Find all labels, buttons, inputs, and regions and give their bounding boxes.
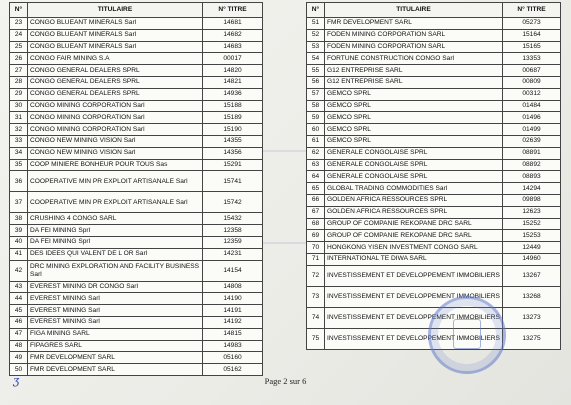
- title-number: 00687: [503, 65, 561, 77]
- table-row: [10, 159, 263, 171]
- row-number: 65: [307, 183, 325, 195]
- holder-name: CONGO NEW MINING VISION Sarl: [28, 135, 203, 147]
- title-number: 13267: [503, 265, 561, 286]
- table-row: [10, 213, 263, 225]
- table-row: [307, 65, 561, 77]
- row-number: 70: [307, 242, 325, 254]
- holder-name: FMR DEVELOPMENT SARL: [28, 364, 203, 376]
- row-number: 69: [307, 230, 325, 242]
- row-number: 24: [10, 29, 28, 41]
- header-num: N°: [10, 3, 28, 18]
- holder-name: CONGO MINING CORPORATION Sarl: [28, 100, 203, 112]
- table-row: [10, 281, 263, 293]
- title-number: 14808: [203, 281, 263, 293]
- title-number: 00312: [503, 88, 561, 100]
- holder-name: CONGO MINING CORPORATION Sarl: [28, 124, 203, 136]
- table-row: [10, 192, 263, 213]
- table-row: [307, 206, 561, 218]
- title-number: 12623: [503, 206, 561, 218]
- holder-name: GOLDEN AFRICA RESSOURCES SPRL: [325, 206, 503, 218]
- holder-name: GROUP OF COMPANIE REKOPANE DRC SARL: [325, 230, 503, 242]
- row-number: 64: [307, 171, 325, 183]
- official-stamp: [428, 296, 506, 374]
- row-number: 51: [307, 18, 325, 30]
- table-row: [10, 293, 263, 305]
- holder-name: CONGO BLUEANT MINERALS Sarl: [28, 18, 203, 30]
- holder-name: CONGO NEW MINING VISION Sarl: [28, 147, 203, 159]
- title-number: 00017: [203, 53, 263, 65]
- holder-name: CONGO GENERAL DEALERS SPRL: [28, 88, 203, 100]
- table-row: [307, 18, 561, 30]
- title-number: 14983: [203, 340, 263, 352]
- title-number: 08893: [503, 171, 561, 183]
- title-number: 14191: [203, 305, 263, 317]
- right-table-body: [307, 18, 561, 350]
- holder-name: INVESTISSEMENT ET DEVELOPPEMENT IMMOBILIERS: [325, 265, 503, 286]
- row-number: 39: [10, 225, 28, 237]
- row-number: 31: [10, 112, 28, 124]
- table-row: [10, 236, 263, 248]
- table-row: [10, 225, 263, 237]
- title-number: 15165: [503, 41, 561, 53]
- row-number: 37: [10, 192, 28, 213]
- header-holder: TITULAIRE: [28, 3, 203, 18]
- row-number: 28: [10, 76, 28, 88]
- title-number: 15189: [203, 112, 263, 124]
- title-number: 14231: [203, 248, 263, 260]
- title-number: 15253: [503, 230, 561, 242]
- header-num: N°: [307, 3, 325, 18]
- table-row: [10, 18, 263, 30]
- holder-name: GOLDEN AFRICA RESSOURCES SPRL: [325, 194, 503, 206]
- table-row: [10, 352, 263, 364]
- table-row: [10, 328, 263, 340]
- table-row: [307, 230, 561, 242]
- row-number: 29: [10, 88, 28, 100]
- holder-name: FORTUNE CONSTRUCTION CONGO Sarl: [325, 53, 503, 65]
- holder-name: FODEN MINING CORPORATION SARL: [325, 29, 503, 41]
- row-number: 26: [10, 53, 28, 65]
- table-row: [10, 305, 263, 317]
- row-number: 34: [10, 147, 28, 159]
- title-number: 01496: [503, 112, 561, 124]
- row-number: 48: [10, 340, 28, 352]
- row-number: 55: [307, 65, 325, 77]
- row-number: 57: [307, 88, 325, 100]
- row-number: 50: [10, 364, 28, 376]
- table-header-row: [307, 3, 561, 18]
- table-row: [307, 147, 561, 159]
- table-header-row: [10, 3, 263, 18]
- holder-name: COOPERATIVE MIN PR EXPLOIT ARTISANALE Sarl: [28, 171, 203, 192]
- table-row: [307, 53, 561, 65]
- holder-name: CONGO FAIR MINING S.A: [28, 53, 203, 65]
- row-number: 59: [307, 112, 325, 124]
- holder-name: CONGO BLUEANT MINERALS Sarl: [28, 29, 203, 41]
- title-number: 12358: [203, 225, 263, 237]
- title-number: 14821: [203, 76, 263, 88]
- title-number: 15164: [503, 29, 561, 41]
- title-number: 14936: [203, 88, 263, 100]
- table-row: [307, 242, 561, 254]
- row-number: 30: [10, 100, 28, 112]
- title-number: 14682: [203, 29, 263, 41]
- title-number: 15252: [503, 218, 561, 230]
- row-number: 67: [307, 206, 325, 218]
- title-number: 14820: [203, 65, 263, 77]
- holder-name: CONGO BLUEANT MINERALS Sarl: [28, 41, 203, 53]
- holder-name: EVEREST MINING DR CONGO Sarl: [28, 281, 203, 293]
- table-row: [10, 340, 263, 352]
- holder-name: FMR DEVELOPMENT SARL: [325, 18, 503, 30]
- table-row: [307, 159, 561, 171]
- title-number: 14356: [203, 147, 263, 159]
- holder-name: EVEREST MINING Sarl: [28, 305, 203, 317]
- table-row: [307, 100, 561, 112]
- table-row: [307, 286, 561, 307]
- row-number: 33: [10, 135, 28, 147]
- holder-name: GEMCO SPRL: [325, 112, 503, 124]
- row-number: 32: [10, 124, 28, 136]
- holder-name: DRC MINING EXPLORATION AND FACILITY BUSINESS Sarl: [28, 260, 203, 281]
- title-number: 14681: [203, 18, 263, 30]
- row-number: 25: [10, 41, 28, 53]
- table-row: [10, 316, 263, 328]
- holder-name: COOP MINIERE BONHEUR POUR TOUS Sas: [28, 159, 203, 171]
- table-row: [10, 124, 263, 136]
- title-number: 14815: [203, 328, 263, 340]
- left-register-table: [9, 2, 263, 376]
- row-number: 66: [307, 194, 325, 206]
- row-number: 63: [307, 159, 325, 171]
- table-row: [10, 260, 263, 281]
- title-number: 14355: [203, 135, 263, 147]
- row-number: 71: [307, 253, 325, 265]
- holder-name: EVEREST MINING Sarl: [28, 293, 203, 305]
- holder-name: G12 ENTREPRISE SARL: [325, 76, 503, 88]
- title-number: 13353: [503, 53, 561, 65]
- title-number: 14154: [203, 260, 263, 281]
- table-row: [307, 265, 561, 286]
- holder-name: GLOBAL TRADING COMMODITIES Sarl: [325, 183, 503, 195]
- holder-name: GEMCO SPRL: [325, 88, 503, 100]
- holder-name: GENERALE CONGOLAISE SPRL: [325, 159, 503, 171]
- table-row: [307, 41, 561, 53]
- table-row: [10, 29, 263, 41]
- title-number: 14192: [203, 316, 263, 328]
- row-number: 38: [10, 213, 28, 225]
- title-number: 15432: [203, 213, 263, 225]
- table-row: [10, 147, 263, 159]
- holder-name: GEMCO SPRL: [325, 100, 503, 112]
- row-number: 73: [307, 286, 325, 307]
- header-title: N° TITRE: [503, 3, 561, 18]
- row-number: 62: [307, 147, 325, 159]
- row-number: 54: [307, 53, 325, 65]
- title-number: 13268: [503, 286, 561, 307]
- holder-name: CONGO MINING CORPORATION Sarl: [28, 112, 203, 124]
- row-number: 53: [307, 41, 325, 53]
- title-number: 05273: [503, 18, 561, 30]
- row-number: 52: [307, 29, 325, 41]
- right-register-table: [306, 2, 561, 350]
- title-number: 09898: [503, 194, 561, 206]
- table-row: [10, 364, 263, 376]
- table-row: [10, 248, 263, 260]
- row-number: 40: [10, 236, 28, 248]
- table-row: [10, 53, 263, 65]
- row-number: 27: [10, 65, 28, 77]
- holder-name: INTERNATIONAL TE DIWA SARL: [325, 253, 503, 265]
- title-number: 00809: [503, 76, 561, 88]
- holder-name: FMR DEVELOPMENT SARL: [28, 352, 203, 364]
- holder-name: DA FEI MINING Sprl: [28, 236, 203, 248]
- table-row: [10, 76, 263, 88]
- row-number: 41: [10, 248, 28, 260]
- page-number: Page 2 sur 6: [264, 376, 307, 386]
- title-number: 02639: [503, 135, 561, 147]
- title-number: 15190: [203, 124, 263, 136]
- table-row: [307, 218, 561, 230]
- row-number: 42: [10, 260, 28, 281]
- row-number: 47: [10, 328, 28, 340]
- row-number: 45: [10, 305, 28, 317]
- title-number: 14683: [203, 41, 263, 53]
- title-number: 05160: [203, 352, 263, 364]
- row-number: 36: [10, 171, 28, 192]
- table-row: [307, 76, 561, 88]
- title-number: 15742: [203, 192, 263, 213]
- row-number: 56: [307, 76, 325, 88]
- title-number: 01499: [503, 124, 561, 136]
- holder-name: CONGO GENERAL DEALERS SPRL: [28, 65, 203, 77]
- holder-name: INVESTISSEMENT ET DEVELOPPEMENT IMMOBILIERS: [325, 307, 503, 328]
- holder-name: COOPERATIVE MIN PR EXPLOIT ARTISANALE Sarl: [28, 192, 203, 213]
- header-holder: TITULAIRE: [325, 3, 503, 18]
- title-number: 12359: [203, 236, 263, 248]
- title-number: 13273: [503, 307, 561, 328]
- holder-name: GENERALE CONGOLAISE SPRL: [325, 147, 503, 159]
- row-number: 35: [10, 159, 28, 171]
- holder-name: DES IDEES QUI VALENT DE L OR Sarl: [28, 248, 203, 260]
- table-row: [307, 112, 561, 124]
- table-row: [307, 29, 561, 41]
- holder-name: GEMCO SPRL: [325, 124, 503, 136]
- table-row: [10, 65, 263, 77]
- table-row: [307, 183, 561, 195]
- holder-name: FIPAGRES SARL: [28, 340, 203, 352]
- stamp-emblem: [453, 319, 481, 349]
- holder-name: CONGO GENERAL DEALERS SPRL: [28, 76, 203, 88]
- title-number: 13275: [503, 328, 561, 349]
- table-row: [307, 135, 561, 147]
- holder-name: INVESTISSEMENT ET DEVELOPPEMENT IMMOBILIERS: [325, 286, 503, 307]
- row-number: 74: [307, 307, 325, 328]
- holder-name: DA FEI MINING Sprl: [28, 225, 203, 237]
- header-title: N° TITRE: [203, 3, 263, 18]
- holder-name: G12 ENTREPRISE SARL: [325, 65, 503, 77]
- table-row: [307, 124, 561, 136]
- table-row: [307, 171, 561, 183]
- row-number: 23: [10, 18, 28, 30]
- table-row: [307, 88, 561, 100]
- row-number: 58: [307, 100, 325, 112]
- row-number: 43: [10, 281, 28, 293]
- holder-name: FIGA MINING SARL: [28, 328, 203, 340]
- holder-name: GENERALE CONGOLAISE SPRL: [325, 171, 503, 183]
- row-number: 68: [307, 218, 325, 230]
- table-row: [10, 171, 263, 192]
- table-row: [10, 112, 263, 124]
- table-row: [307, 253, 561, 265]
- holder-name: GEMCO SPRL: [325, 135, 503, 147]
- row-number: 61: [307, 135, 325, 147]
- row-number: 72: [307, 265, 325, 286]
- table-row: [10, 41, 263, 53]
- holder-name: INVESTISSEMENT ET DEVELOPPEMENT IMMOBILIERS: [325, 328, 503, 349]
- table-row: [10, 100, 263, 112]
- left-table-body: [10, 18, 263, 376]
- handwritten-initial: ʒ: [13, 374, 20, 387]
- title-number: 12449: [503, 242, 561, 254]
- holder-name: CRUSHING 4 CONGO SARL: [28, 213, 203, 225]
- table-row: [10, 88, 263, 100]
- holder-name: EVEREST MINING Sarl: [28, 316, 203, 328]
- title-number: 14960: [503, 253, 561, 265]
- row-number: 44: [10, 293, 28, 305]
- row-number: 60: [307, 124, 325, 136]
- title-number: 14294: [503, 183, 561, 195]
- title-number: 08892: [503, 159, 561, 171]
- title-number: 15741: [203, 171, 263, 192]
- row-number: 75: [307, 328, 325, 349]
- table-row: [10, 135, 263, 147]
- title-number: 14190: [203, 293, 263, 305]
- title-number: 15291: [203, 159, 263, 171]
- holder-name: GROUP OF COMPANIE REKOPANE DRC SARL: [325, 218, 503, 230]
- row-number: 49: [10, 352, 28, 364]
- title-number: 01484: [503, 100, 561, 112]
- holder-name: FODEN MINING CORPORATION SARL: [325, 41, 503, 53]
- title-number: 05162: [203, 364, 263, 376]
- row-number: 46: [10, 316, 28, 328]
- table-row: [307, 194, 561, 206]
- title-number: 15188: [203, 100, 263, 112]
- holder-name: HONGKONG YISEN INVESTMENT CONGO SARL: [325, 242, 503, 254]
- title-number: 08891: [503, 147, 561, 159]
